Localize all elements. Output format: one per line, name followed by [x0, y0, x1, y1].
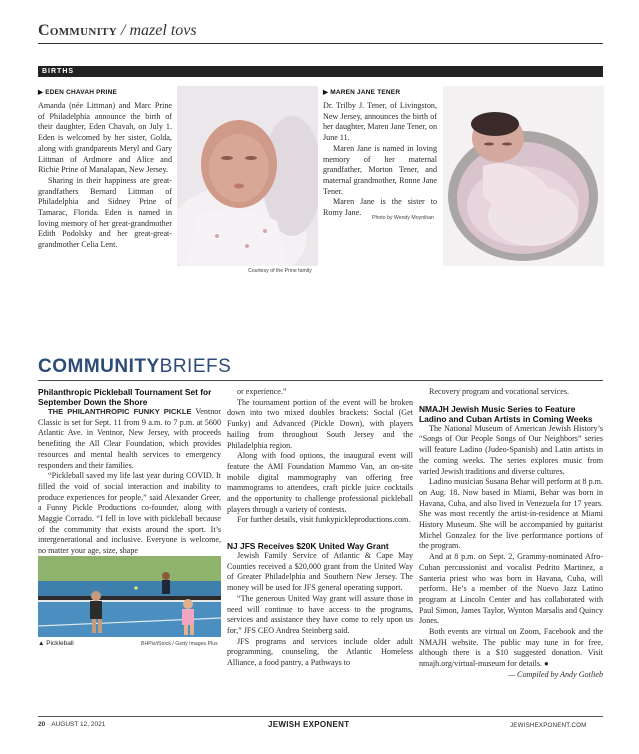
ladino-paragraph: The National Museum of American Jewish History’s “Songs of Our People Songs of Our Neighbors” series will feature Ladino (Judeo-Spanish) and Latin artists in the coming weeks. The series explores music from varied Jewish traditions and diverse cultures.: [419, 423, 603, 476]
right-column: [419, 387, 603, 681]
united-way-paragraph: JFS programs and services include older adult programming, counseling, the Atlantic Homeless Alliance, a food pantry, a Pathways to: [227, 636, 413, 668]
pickleball-caption-text: Pickleball: [46, 640, 74, 647]
page-number: 20: [38, 721, 46, 728]
eden-photo-credit: Courtesy of the Prine family: [248, 268, 312, 274]
pickleball-caption: [38, 640, 74, 647]
pickleball-article: [38, 407, 221, 557]
pickleball-photo-credit: BHPix/iStock / Getty Images Plus: [141, 641, 218, 647]
section-subtitle: mazel tovs: [129, 22, 197, 39]
maren-paragraph: Dr. Trilby J. Tener, of Livingston, New Jersey, announces the birth of her daughter, Maren Jane Tener, on June 11.: [323, 101, 437, 143]
pickleball-lead: THE PHILANTHROPIC FUNKY PICKLE: [48, 407, 192, 416]
briefs-title-light: BRIEFS: [159, 356, 232, 377]
ladino-article: [419, 424, 603, 681]
maren-photo-illustration: [443, 86, 604, 266]
pickleball-paragraph: “Pickleball saved my life last year during COVID. It filled the void of social interaction and inability to produce experiences for people,” said Alexander Greer, a Funny Pickle Productions co-founder, along with Maggie Corrado. “I fell in love with pickleball because of the community that exists around the sport. It’s intergenerational and inclusive. Everyone is welcome, no matter your age, size, shape: [38, 471, 221, 556]
briefs-title: [38, 356, 231, 378]
united-way-column: [227, 541, 413, 669]
pickleball-paragraph: For further details, visit funkypickleproductions.com.: [237, 515, 411, 525]
pickleball-continued: [227, 387, 413, 526]
maren-heading: [323, 88, 400, 96]
pickleball-paragraph: The tournament portion of the event will be broken down into two mixed doubles brackets: Social (Get Funky) and Advanced (Pickle Down), with players hailing from throughout South Jersey and the Philadelphia region.: [227, 397, 413, 450]
maren-photo-credit: Photo by Wendy Moynihan: [372, 215, 434, 221]
eden-heading-text: EDEN CHAVAH PRINE: [45, 89, 117, 96]
eden-article: [38, 101, 172, 251]
eden-heading: [38, 88, 117, 96]
middle-column: [227, 387, 413, 526]
ladino-paragraph: Ladino musician Susana Behar will perform at 8 p.m. on Aug. 18. Now based in Miami, Behar was born in Havana, Cuba, and also lived in Venezuela for 17 years. She was most recently the artist-in-residence at Miami History Museum. She will be accompanied by guitarist Michel Gonzalez for the live performance portions of the program.: [419, 477, 603, 551]
ladino-paragraph: Both events are virtual on Zoom, Facebook and the NMAJH website. The public may tune in for free, although there is a $10 suggested donation. Visit nmajh.org/virtual-museum for details. ●: [419, 627, 603, 669]
maren-photo: [443, 86, 604, 266]
pickleball-heading: Philanthropic Pickleball Tournament Set for September Down the Shore: [38, 387, 212, 407]
united-way-article: [227, 551, 413, 669]
pickleball-photo-illustration: [38, 556, 221, 637]
pickleball-paragraph: Along with food options, the inaugural event will feature the AMI Foundation Mammo Van, an on-site mobile digital mammography van offering free mammograms to attendees, craft pickle juice cocktails and the opportunity to challenge professional pickleball players through a variety of contests.: [227, 451, 413, 514]
footer-rule: [38, 716, 603, 717]
ladino-heading: NMAJH Jewish Music Series to Feature Ladino and Cuban Artists in Coming Weeks: [419, 403, 593, 424]
eden-photo-illustration: [177, 86, 318, 266]
maren-paragraph: Maren Jane is the sister to Romy Jane.: [323, 197, 437, 218]
triangle-up-icon: ▲: [38, 640, 47, 647]
section-title: Community: [38, 22, 118, 39]
pickleball-paragraph: or experience.”: [237, 387, 287, 396]
triangle-icon: ▶: [38, 89, 46, 96]
births-label: BIRTHS: [42, 68, 75, 75]
eden-paragraph: Sharing in their happiness are great-grandfathers Bernard Littman of Philadelphia and Sidney Prine of Tamarac, Florida. Eden is named in loving memory of her great-grandmother Edith Podolsky and her great-great-grandmother Celia Lent.: [38, 175, 172, 250]
ladino-signoff: — Compiled by Andy Gotlieb: [507, 669, 603, 679]
united-way-paragraph: “The generous United Way grant will assure those in need will continue to have access to the programs, services and assistance they have come to rely upon us for,” JFS CEO Andrea Steinberg said.: [227, 593, 413, 635]
publication-name: JEWISH EXPONENT: [268, 720, 350, 729]
births-bar: [38, 66, 603, 77]
issue-date: AUGUST 12, 2021: [51, 721, 106, 728]
header-rule: [38, 43, 603, 44]
united-way-continued: [419, 387, 603, 398]
briefs-title-bold: COMMUNITY: [38, 356, 160, 377]
maren-heading-text: MAREN JANE TENER: [330, 89, 401, 96]
united-way-paragraph: Jewish Family Service of Atlantic & Cape May Counties received a $20,000 grant from the United Way of Greater Philadelphia and Southern New Jersey. The money will be used for JFS general operating support.: [227, 551, 413, 593]
eden-paragraph: Amanda (née Littman) and Marc Prine of Philadelphia announce the birth of their daughter, Eden Chavah, on July 1. Eden is welcomed by her sister, Golda, along with grandparents Meryl and Gary Littman of Ardmore and Alice and Richie Prine of Manalapan, New Jersey.: [38, 101, 172, 175]
pickleball-p1: Ventnor Classic is set for Sept. 11 from 9 a.m. to 7 p.m. at 5600 Atlantic Ave. in Ventnor, New Jersey, with proceeds benefiting the All Clear Foundation, which provides resources and mental health services to emergency responders and their families.: [38, 407, 221, 470]
pickleball-column: [38, 387, 221, 557]
pickleball-paragraph: [38, 407, 221, 471]
section-separator: /: [121, 22, 126, 39]
footer-left: [38, 721, 105, 728]
maren-article: [323, 101, 437, 219]
briefs-rule: [38, 380, 603, 381]
united-way-paragraph: Recovery program and vocational services.: [429, 387, 570, 396]
section-header: [38, 22, 608, 40]
triangle-icon: ▶: [323, 89, 331, 96]
ladino-paragraph: And at 8 p.m. on Sept. 2, Grammy-nominated Afro-Cuban percussionist and vocalist Pedrito Martinez, a Santeria priest who was born in Havana, Cuba, will perform. He’s a member of the Nuevo Jazz Latino program at Lincoln Center and has collaborated with Paul Simon, James Taylor, Wynton Marsalis and Quincy Jones.: [419, 552, 603, 626]
maren-paragraph: Maren Jane is named in loving memory of her maternal grandfather, Morton Tener, and maternal grandmother, Ronne Jane Tener.: [323, 143, 437, 196]
website-link[interactable]: JEWISHEXPONENT.COM: [510, 722, 587, 729]
pickleball-photo: [38, 556, 221, 637]
eden-photo: [177, 86, 318, 266]
united-way-heading: NJ JFS Receives $20K United Way Grant: [227, 541, 389, 551]
